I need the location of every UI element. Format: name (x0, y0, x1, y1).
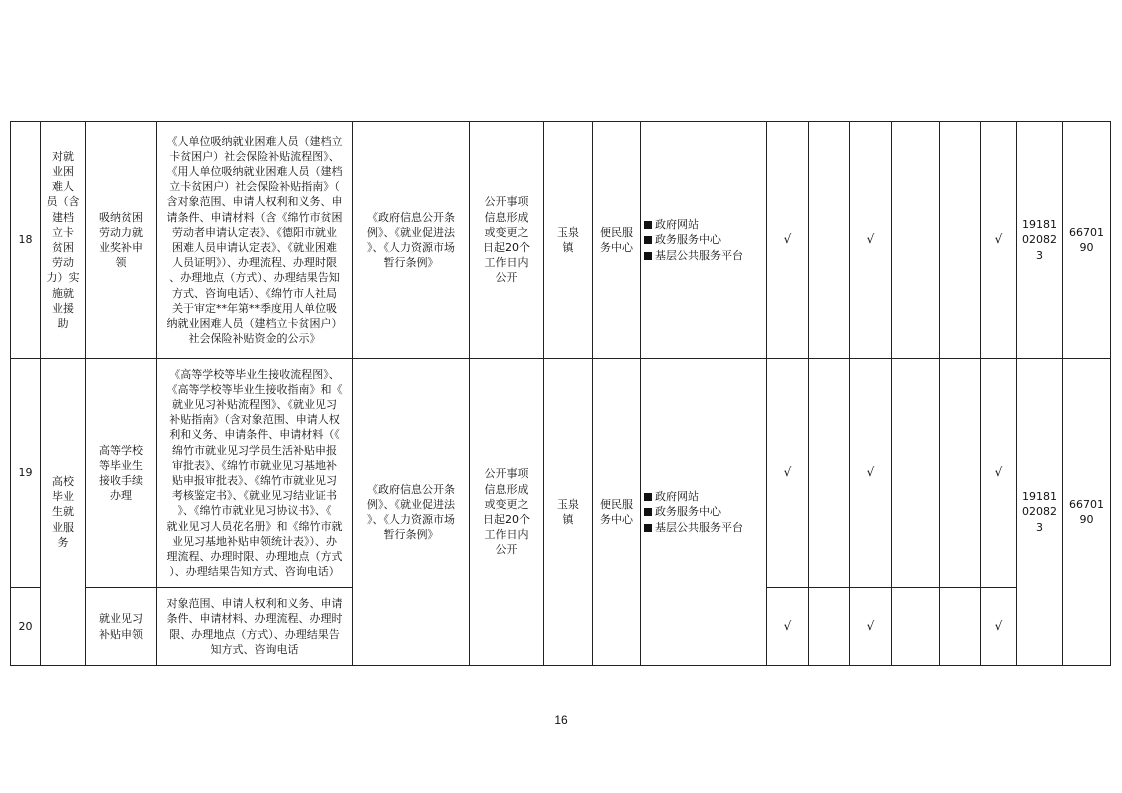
check-cell (892, 588, 940, 666)
page-number: 16 (554, 713, 568, 727)
platform-item (644, 520, 763, 535)
platform-item (644, 504, 763, 519)
venue-cell: 便民服 务中心 (593, 122, 641, 359)
category-cell: 对就 业困 难人 员（含 建档 立卡 贫困 劳动 力）实 施就 业援 助 (41, 122, 86, 359)
platform-label: 政府网站 (655, 218, 699, 232)
content-cell: 《高等学校等毕业生接收流程图》、 《高等学校等毕业生接收指南》和《 就业见习补贴流程图》、《就业见习 补贴指南》（含对象范围、申请人权 利和义务、申请条件、申请材料（《 绵竹市就业见习学员生活补贴申报 审批表》、《绵竹市就业见习基地补 贴申报审批表》、《绵竹市就业见习 考核鉴定书》、《就业见习结业证书 》、《绵竹市就业见习协议书》、《 就业见习人员花名册》和《绵竹市就 业见习基地补贴申领统计表》）、办 理流程、办理时限、办理地点（方式 ）、办理结果告知方式、咨询电话） (157, 359, 353, 588)
check-cell (809, 359, 850, 588)
time-limit-cell: 公开事项 信息形成 或变更之 日起20个 工作日内 公开 (470, 122, 544, 359)
check-cell: √ (850, 588, 892, 666)
content-cell: 对象范围、申请人权利和义务、申请 条件、申请材料、办理流程、办理时 限、办理地点（方式）、办理结果告 知方式、咨询电话 (157, 588, 353, 666)
check-cell (809, 122, 850, 359)
category-cell: 高校 毕业 生就 业服 务 (41, 359, 86, 666)
filled-square-icon (644, 493, 652, 501)
platform-cell (641, 359, 767, 666)
check-cell: √ (767, 122, 809, 359)
check-cell (940, 588, 981, 666)
fax-cell: 66701 90 (1063, 359, 1111, 666)
check-cell (892, 359, 940, 588)
check-cell: √ (850, 122, 892, 359)
time-limit-cell: 公开事项 信息形成 或变更之 日起20个 工作日内 公开 (470, 359, 544, 666)
row-number: 20 (11, 588, 41, 666)
check-cell (940, 359, 981, 588)
filled-square-icon (644, 524, 652, 532)
basis-cell: 《政府信息公开条 例》、《就业促进法 》、《人力资源市场 暂行条例》 (353, 122, 470, 359)
check-cell: √ (850, 359, 892, 588)
item-cell: 高等学校 等毕业生 接收手续 办理 (86, 359, 157, 588)
platform-label: 政务服务中心 (655, 505, 721, 519)
check-cell: √ (981, 122, 1017, 359)
row-number: 18 (11, 122, 41, 359)
disclosure-table (10, 121, 1111, 666)
platform-item (644, 489, 763, 504)
phone-cell: 19181 02082 3 (1017, 122, 1063, 359)
check-cell: √ (767, 359, 809, 588)
venue-cell: 便民服 务中心 (593, 359, 641, 666)
platform-item (644, 232, 763, 247)
platform-label: 政府网站 (655, 490, 699, 504)
check-cell (892, 122, 940, 359)
check-cell: √ (981, 359, 1017, 588)
filled-square-icon (644, 252, 652, 260)
content-cell: 《人单位吸纳就业困难人员（建档立 卡贫困户）社会保险补贴流程图》、 《用人单位吸纳就业困难人员（建档 立卡贫困户）社会保险补贴指南》（ 含对象范围、申请人权利和义务、申 请条件、申请材料（含《绵竹市贫困 劳动者申请认定表》、《德阳市就业 困难人员申请认定表》、《就业困难 人员证明》）、办理流程、办理时限 、办理地点（方式）、办理结果告知 方式、咨询电话）、《绵竹市人社局 关于审定**年第**季度用人单位吸 纳就业困难人员（建档立卡贫困户） 社会保险补贴资金的公示》 (157, 122, 353, 359)
check-cell: √ (767, 588, 809, 666)
filled-square-icon (644, 221, 652, 229)
fax-cell: 66701 90 (1063, 122, 1111, 359)
check-cell (940, 122, 981, 359)
phone-cell: 19181 02082 3 (1017, 359, 1063, 666)
filled-square-icon (644, 236, 652, 244)
subject-cell: 玉泉 镇 (544, 122, 593, 359)
check-cell: √ (981, 588, 1017, 666)
platform-item (644, 217, 763, 232)
row-number: 19 (11, 359, 41, 588)
basis-cell: 《政府信息公开条 例》、《就业促进法 》、《人力资源市场 暂行条例》 (353, 359, 470, 666)
platform-cell (641, 122, 767, 359)
item-cell: 吸纳贫困 劳动力就 业奖补申 领 (86, 122, 157, 359)
check-cell (809, 588, 850, 666)
item-cell: 就业见习 补贴申领 (86, 588, 157, 666)
platform-item (644, 248, 763, 263)
filled-square-icon (644, 508, 652, 516)
platform-label: 基层公共服务平台 (655, 248, 743, 262)
table-row (11, 359, 1111, 588)
platform-label: 政务服务中心 (655, 233, 721, 247)
platform-label: 基层公共服务平台 (655, 520, 743, 534)
table-row (11, 122, 1111, 359)
subject-cell: 玉泉 镇 (544, 359, 593, 666)
